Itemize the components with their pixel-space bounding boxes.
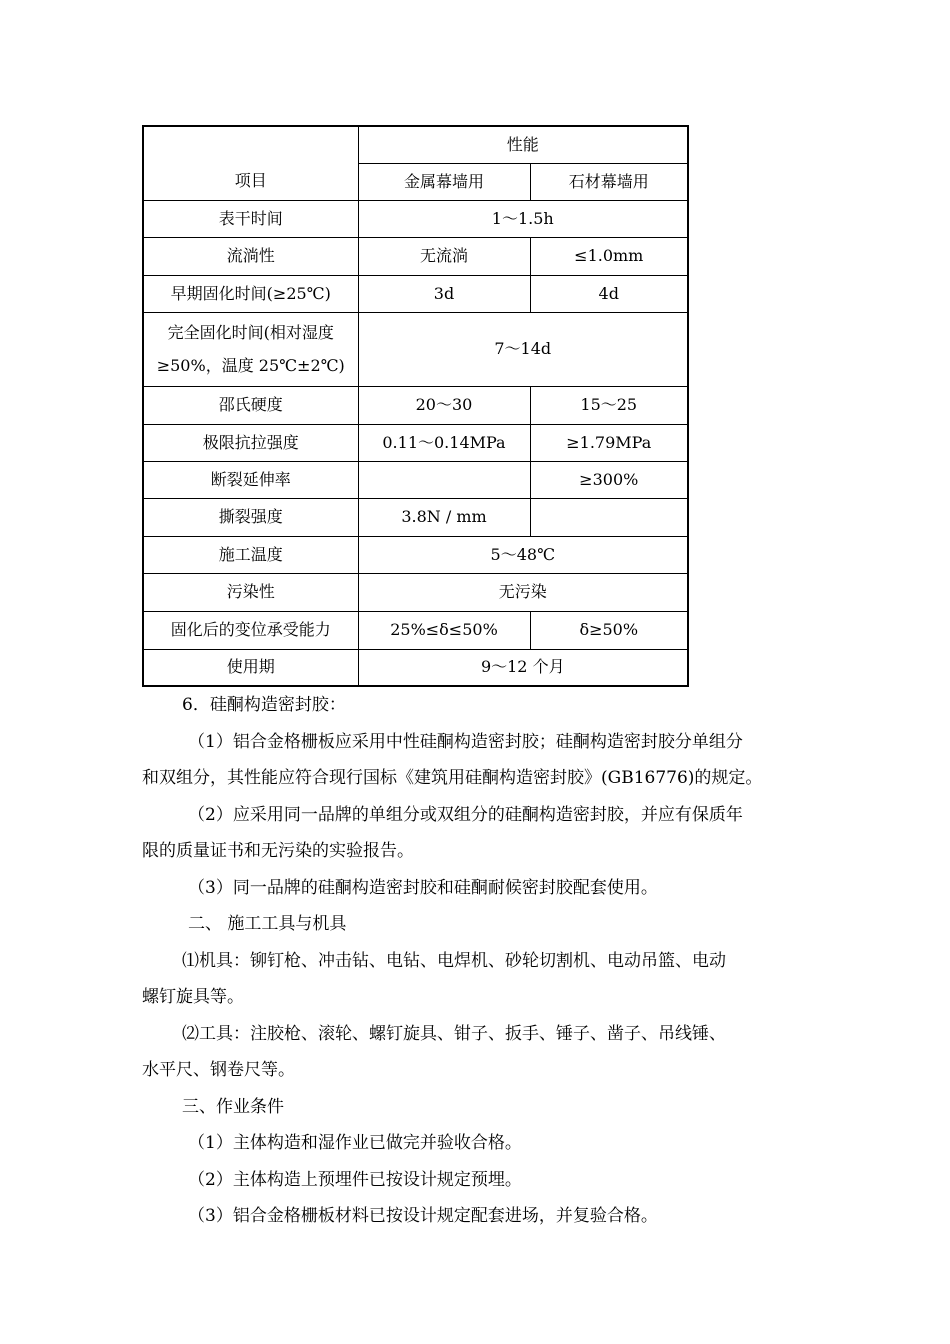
- row-item: 流淌性: [143, 237, 358, 275]
- row-value: 1～1.5h: [358, 200, 688, 237]
- row-stone: ≥1.79MPa: [530, 424, 688, 461]
- row-stone: [530, 498, 688, 536]
- header-performance: 性能: [358, 126, 688, 163]
- paragraph-line: 和双组分，其性能应符合现行国标《建筑用硅酮构造密封胶》(GB16776)的规定。: [142, 768, 763, 788]
- header-metal: 金属幕墙用: [358, 163, 530, 200]
- row-stone: 15～25: [530, 386, 688, 424]
- section-heading: 二、 施工工具与机具: [188, 914, 347, 934]
- row-value: 无污染: [358, 573, 688, 611]
- row-metal: 3d: [358, 275, 530, 312]
- body-text: [142, 687, 822, 1235]
- row-item: 早期固化时间(≥25℃): [143, 275, 358, 312]
- paragraph-line: （3）铝合金格栅板材料已按设计规定配套进场，并复验合格。: [188, 1206, 658, 1226]
- row-item-line: 完全固化时间(相对湿度: [167, 323, 334, 342]
- row-value: 7～14d: [358, 312, 688, 386]
- section-heading: 三、作业条件: [182, 1096, 284, 1117]
- paragraph-line: （1）主体构造和湿作业已做完并验收合格。: [188, 1133, 522, 1153]
- row-item: 撕裂强度: [143, 498, 358, 536]
- row-item: 极限抗拉强度: [143, 424, 358, 461]
- row-metal: 20～30: [358, 386, 530, 424]
- row-item: 固化后的变位承受能力: [143, 611, 358, 649]
- paragraph-line: （3）同一品牌的硅酮构造密封胶和硅酮耐候密封胶配套使用。: [188, 877, 658, 898]
- paragraph-line: ⑵工具：注胶枪、滚轮、螺钉旋具、钳子、扳手、锤子、凿子、吊线锤、: [182, 1023, 726, 1044]
- section-heading: 6．硅酮构造密封胶：: [182, 695, 346, 715]
- row-item: 使用期: [143, 649, 358, 686]
- header-item: 项目: [143, 126, 358, 200]
- paragraph-line: （1）铝合金格栅板应采用中性硅酮构造密封胶；硅酮构造密封胶分单组分: [188, 731, 743, 752]
- row-stone: ≥300%: [530, 461, 688, 498]
- paragraph-line: （2）应采用同一品牌的单组分或双组分的硅酮构造密封胶，并应有保质年: [188, 804, 743, 825]
- paragraph-line: 螺钉旋具等。: [142, 987, 244, 1007]
- header-stone: 石材幕墙用: [530, 163, 688, 200]
- row-value: 5～48℃: [358, 536, 688, 573]
- row-stone: ≤1.0mm: [530, 237, 688, 275]
- row-item: 表干时间: [143, 200, 358, 237]
- row-metal: 25%≤δ≤50%: [358, 611, 530, 649]
- paragraph-line: 水平尺、钢卷尺等。: [142, 1060, 295, 1080]
- row-item-line: ≥50%，温度 25℃±2℃): [156, 356, 345, 375]
- row-metal: 3.8N / mm: [358, 498, 530, 536]
- row-metal: 0.11～0.14MPa: [358, 424, 530, 461]
- row-metal: [358, 461, 530, 498]
- row-item: 施工温度: [143, 536, 358, 573]
- row-value: 9～12 个月: [358, 649, 688, 686]
- row-stone: 4d: [530, 275, 688, 312]
- row-item: 断裂延伸率: [143, 461, 358, 498]
- sealant-spec-table: [142, 125, 689, 687]
- row-stone: δ≥50%: [530, 611, 688, 649]
- row-metal: 无流淌: [358, 237, 530, 275]
- row-item: 邵氏硬度: [143, 386, 358, 424]
- paragraph-line: 限的质量证书和无污染的实验报告。: [142, 841, 414, 861]
- paragraph-line: ⑴机具：铆钉枪、冲击钻、电钻、电焊机、砂轮切割机、电动吊篮、电动: [182, 950, 726, 971]
- row-item: [143, 312, 358, 386]
- paragraph-line: （2）主体构造上预埋件已按设计规定预埋。: [188, 1169, 522, 1190]
- row-item: 污染性: [143, 573, 358, 611]
